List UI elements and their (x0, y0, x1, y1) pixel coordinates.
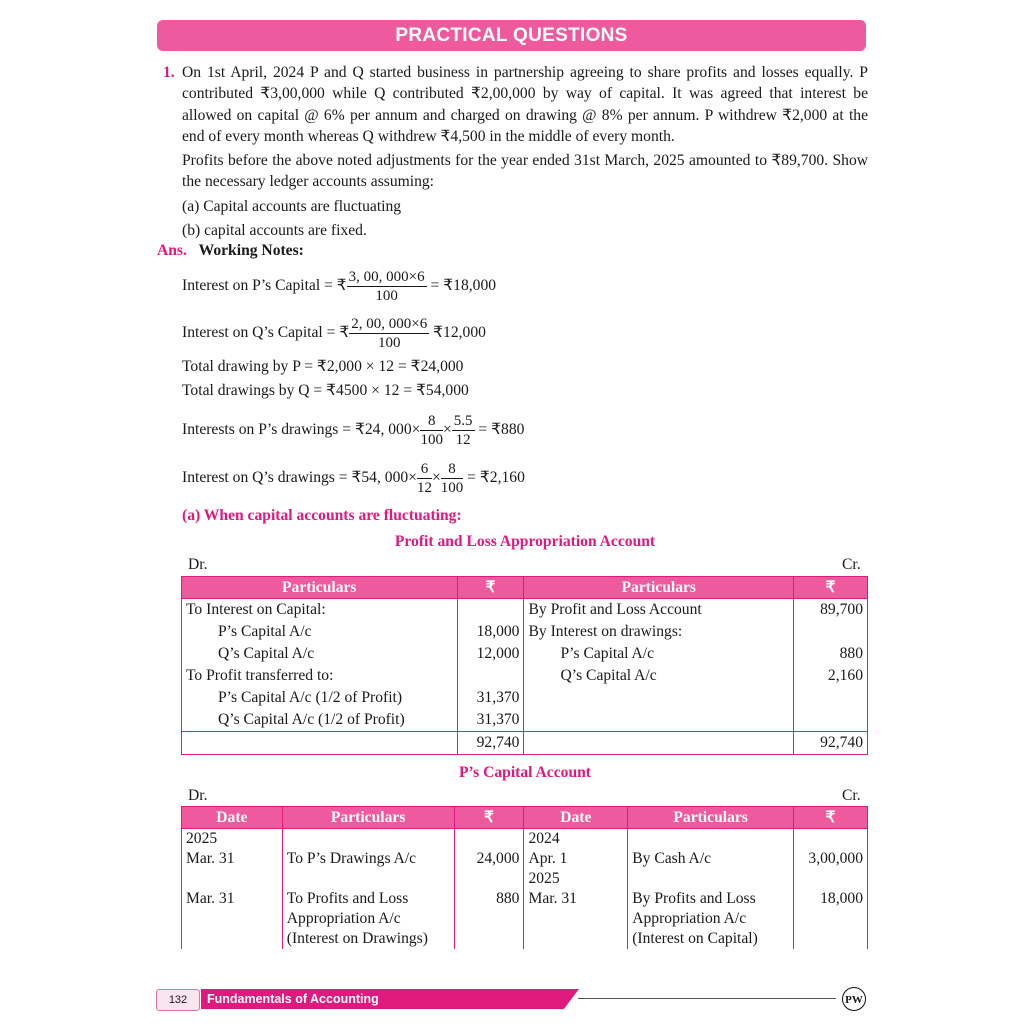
table-cell (457, 599, 524, 622)
table-cell: P’s Capital A/c (182, 621, 458, 643)
table-cell: 31,370 (457, 709, 524, 732)
pl-cr-label: Cr. (842, 556, 861, 573)
denominator: 100 (375, 288, 398, 304)
table-cell: By Cash A/c (628, 849, 794, 869)
denominator: 100 (378, 335, 401, 351)
fraction-2 (441, 460, 464, 497)
option-a: (a) Capital accounts are fluctuating (182, 197, 402, 215)
table-cell: 31,370 (457, 687, 524, 709)
pl-appropriation-table (181, 576, 868, 755)
table-cell (794, 829, 868, 850)
table-row (182, 643, 868, 665)
total-amount: 92,740 (457, 732, 524, 755)
table-cell: 880 (794, 643, 868, 665)
question-text (182, 62, 868, 241)
table-row (182, 709, 868, 732)
table-row (182, 665, 868, 687)
times-sign: × (431, 469, 441, 487)
table-cell (794, 929, 868, 949)
table-cell: 12,000 (457, 643, 524, 665)
answer-heading (157, 242, 304, 260)
book-title: Fundamentals of Accounting (207, 992, 379, 1006)
pc-cr-label: Cr. (842, 787, 861, 804)
col-amount-dr: ₹ (454, 807, 524, 829)
numerator: 3, 00, 000×6 (348, 269, 425, 285)
total-drawing-p: Total drawing by P = ₹2,000 × 12 = ₹24,000 (182, 358, 464, 375)
interest-q-capital (182, 315, 486, 352)
table-cell: Appropriation A/c (282, 909, 454, 929)
table-row (182, 869, 868, 889)
table-cell (182, 909, 283, 929)
table-cell: 24,000 (454, 849, 524, 869)
numerator: 8 (441, 460, 464, 479)
fraction (349, 315, 429, 352)
col-particulars-dr: Particulars (282, 807, 454, 829)
total-drawing-q: Total drawings by Q = ₹4500 × 12 = ₹54,000 (182, 382, 469, 399)
col-particulars-cr: Particulars (628, 807, 794, 829)
table-row (182, 889, 868, 909)
table-cell: Q’s Capital A/c (524, 665, 794, 687)
interest-p-drawings (182, 412, 524, 449)
col-particulars-cr: Particulars (524, 577, 794, 599)
table-cell (794, 621, 868, 643)
pc-dr-label: Dr. (188, 787, 208, 804)
formula-rhs: = ₹880 (478, 421, 525, 439)
numerator: 2, 00, 000×6 (351, 316, 428, 332)
table-cell: P’s Capital A/c (524, 643, 794, 665)
table-cell: 89,700 (794, 599, 868, 622)
total-row (182, 732, 868, 755)
working-notes-label: Working Notes: (198, 242, 304, 259)
formula-lhs: Interests on P’s drawings = ₹24, 000× (182, 421, 421, 439)
col-amount-cr: ₹ (794, 577, 868, 599)
table-row (182, 621, 868, 643)
table-row (182, 599, 868, 622)
table-cell: By Profit and Loss Account (524, 599, 794, 622)
formula-lhs: Interest on Q’s drawings = ₹54, 000× (182, 469, 417, 487)
table-cell: 2025 (182, 829, 283, 850)
table-cell: 18,000 (794, 889, 868, 909)
table-cell (282, 829, 454, 850)
table-row (182, 929, 868, 949)
table-cell (282, 869, 454, 889)
formula-lhs: Interest on P’s Capital = ₹ (182, 277, 347, 295)
table-cell: 18,000 (457, 621, 524, 643)
table-cell: 2024 (524, 829, 628, 850)
table-cell: (Interest on Capital) (628, 929, 794, 949)
col-amount-cr: ₹ (794, 807, 868, 829)
table-cell (454, 909, 524, 929)
denominator: 100 (440, 480, 464, 496)
table-cell: To Profits and Loss (282, 889, 454, 909)
table-cell (182, 929, 283, 949)
pw-logo-icon: PW (842, 987, 866, 1011)
table-cell (454, 929, 524, 949)
total-amount: 92,740 (794, 732, 868, 755)
table-header (182, 807, 868, 829)
table-row (182, 829, 868, 850)
table-cell (182, 732, 458, 755)
table-cell: (Interest on Drawings) (282, 929, 454, 949)
col-amount-dr: ₹ (457, 577, 524, 599)
interest-p-capital (182, 268, 496, 305)
table-cell (182, 869, 283, 889)
table-cell: To Interest on Capital: (182, 599, 458, 622)
pl-account-title: Profit and Loss Appropriation Account (394, 533, 656, 550)
question-para-1: On 1st April, 2024 P and Q started business in partnership agreeing to share profits and losses equally. P contributed ₹3,00,000 while Q contributed ₹2,00,000 by way of capital. It was agreed that interest be allowed on capital @ 6% per annum and charged on drawing @ 8% per annum. P withdrew ₹2,000 at the end of every month whereas Q withdrew ₹4,500 in the middle of every month. (182, 64, 868, 145)
table-cell: To P’s Drawings A/c (282, 849, 454, 869)
table-cell (454, 869, 524, 889)
denominator: 100 (420, 432, 443, 448)
table-cell (524, 929, 628, 949)
table-cell (628, 829, 794, 850)
answer-label: Ans. (157, 242, 187, 259)
table-cell: Apr. 1 (524, 849, 628, 869)
denominator: 12 (455, 432, 471, 448)
table-cell: 3,00,000 (794, 849, 868, 869)
table-cell (628, 869, 794, 889)
table-cell: Q’s Capital A/c (182, 643, 458, 665)
table-cell (794, 709, 868, 732)
formula-rhs: = ₹2,160 (467, 469, 525, 487)
table-cell (794, 869, 868, 889)
table-header (182, 577, 868, 599)
table-cell: By Profits and Loss (628, 889, 794, 909)
section-a-heading: (a) When capital accounts are fluctuating: (182, 507, 462, 524)
table-cell: Appropriation A/c (628, 909, 794, 929)
table-cell: 2025 (524, 869, 628, 889)
p-capital-table (181, 806, 868, 949)
table-row (182, 849, 868, 869)
numerator: 6 (417, 460, 432, 479)
table-cell: 2,160 (794, 665, 868, 687)
table-cell: Q’s Capital A/c (1/2 of Profit) (182, 709, 458, 732)
fraction-1 (420, 412, 443, 449)
table-cell: To Profit transferred to: (182, 665, 458, 687)
table-cell: P’s Capital A/c (1/2 of Profit) (182, 687, 458, 709)
col-date-cr: Date (524, 807, 628, 829)
table-cell: Mar. 31 (182, 889, 283, 909)
p-capital-title: P’s Capital Account (459, 764, 591, 781)
p-capital-clip (181, 806, 869, 954)
numerator: 5.5 (453, 413, 473, 429)
page-number: 132 (156, 989, 200, 1011)
numerator: 8 (420, 412, 443, 431)
table-cell (524, 687, 794, 709)
table-row (182, 687, 868, 709)
table-cell: Mar. 31 (182, 849, 283, 869)
question-number: 1. (163, 64, 175, 81)
table-cell (524, 732, 794, 755)
pl-dr-label: Dr. (188, 556, 208, 573)
formula-lhs: Interest on Q’s Capital = ₹ (182, 324, 350, 342)
option-b: (b) capital accounts are fixed. (182, 222, 367, 240)
table-cell (794, 687, 868, 709)
table-cell: 880 (454, 889, 524, 909)
table-cell (457, 665, 524, 687)
table-cell: Mar. 31 (524, 889, 628, 909)
footer-rule (578, 998, 836, 999)
times-sign: × (442, 421, 452, 439)
fraction (347, 268, 427, 305)
denominator: 12 (416, 480, 432, 496)
formula-rhs: = ₹18,000 (430, 277, 497, 295)
table-row (182, 909, 868, 929)
table-cell (524, 909, 628, 929)
col-particulars-dr: Particulars (182, 577, 458, 599)
section-banner: PRACTICAL QUESTIONS (157, 20, 866, 51)
table-cell (454, 829, 524, 850)
table-cell: By Interest on drawings: (524, 621, 794, 643)
table-cell (794, 909, 868, 929)
fraction-2 (452, 412, 475, 449)
interest-q-drawings (182, 460, 525, 497)
question-para-2: Profits before the above noted adjustments for the year ended 31st March, 2025 amounted to ₹89,700. Show the necessary ledger accounts assuming: (182, 152, 868, 191)
formula-rhs: ₹12,000 (433, 324, 486, 342)
table-cell (524, 709, 794, 732)
fraction-1 (417, 460, 432, 497)
col-date-dr: Date (182, 807, 283, 829)
